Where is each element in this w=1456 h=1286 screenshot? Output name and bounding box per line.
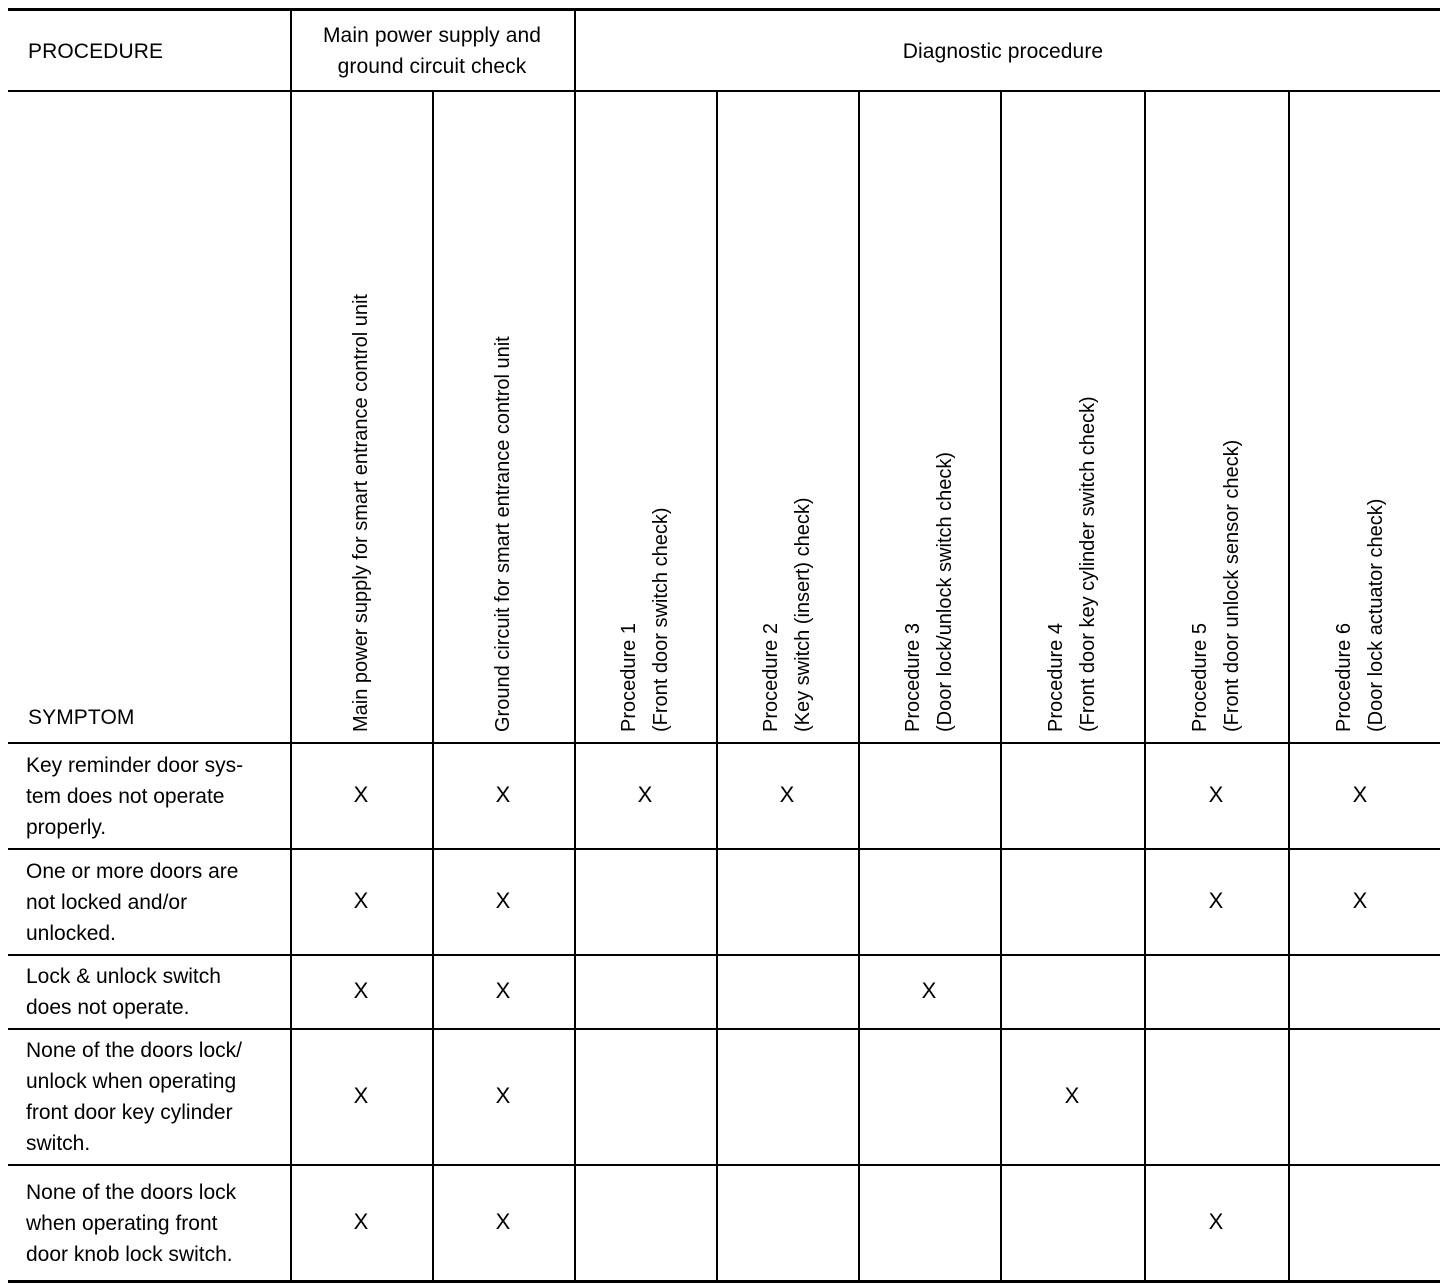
main-power-group-header [290,20,574,82]
column-header-line: (Front door key cylinder switch check) [1077,396,1099,732]
column-header-line: Procedure 5 [1189,623,1211,732]
column-header-line: (Door lock/unlock switch check) [934,451,956,732]
main-power-group-line-2: ground circuit check [337,55,527,78]
check-mark: X [353,888,369,913]
check-mark: X [495,1083,511,1108]
check-mark: X [353,782,369,807]
column-header-line: Ground circuit for smart entrance control unit [492,336,514,732]
column-header-1 [345,294,377,732]
check-mark: X [1208,1209,1224,1234]
column-header-5 [897,452,961,732]
symptom-line: properly. [26,815,107,839]
column-divider [858,90,860,1280]
column-header-line: Main power supply for smart entrance control unit [350,294,372,732]
column-divider [1288,90,1290,1280]
symptom-line: Lock & unlock switch [26,965,221,988]
row-divider-rule [8,1028,1440,1030]
symptom-cell [26,1177,236,1270]
symptom-line: None of the doors lock/ [26,1039,242,1062]
row-divider-rule [8,848,1440,850]
symptom-line: One or more doors are [26,859,239,883]
symptom-line: Key reminder door sys- [26,753,244,777]
symptom-column-divider [290,8,292,1280]
check-mark: X [1064,1083,1080,1108]
column-header-2 [487,336,519,732]
symptom-line: front door key cylinder [26,1101,233,1124]
procedure-header: PROCEDURE [28,40,164,63]
symptom-line: not locked and/or [26,890,188,914]
check-mark: X [495,1209,511,1234]
symptom-line: does not operate. [26,996,190,1019]
column-header-6 [1040,396,1104,732]
symptom-line: switch. [26,1132,91,1155]
column-header-line: Procedure 1 [618,623,640,732]
row-divider-rule [8,1164,1440,1166]
column-header-line: Procedure 6 [1333,623,1355,732]
diagnostic-group-header: Diagnostic procedure [902,40,1104,63]
column-divider [432,90,434,1280]
symptom-cell [26,750,243,843]
bottom-rule [8,1280,1440,1283]
column-header-4 [755,498,819,733]
symptom-line: door knob lock switch. [26,1242,233,1266]
check-mark: X [495,888,511,913]
group-divider [574,8,576,1280]
header-divider-rule [8,90,1440,92]
symptom-line: unlock when operating [26,1070,237,1093]
column-header-line: (Door lock actuator check) [1365,498,1387,732]
symptom-procedure-table [8,8,1440,1280]
check-mark: X [353,978,369,1003]
symptom-line: unlocked. [26,921,116,945]
column-header-line: Procedure 2 [760,623,782,732]
check-mark: X [637,782,653,807]
column-header-7 [1184,440,1248,732]
row-divider-rule [8,742,1440,744]
column-header-8 [1328,499,1392,732]
symptom-header: SYMPTOM [28,706,135,729]
column-header-line: (Front door unlock sensor check) [1221,439,1243,732]
symptom-cell [26,961,221,1023]
check-mark: X [1208,888,1224,913]
main-power-group-line-1: Main power supply and [322,24,542,47]
column-divider [1144,90,1146,1280]
column-header-line: (Front door switch check) [650,507,672,732]
check-mark: X [353,1083,369,1108]
symptom-line: when operating front [26,1211,218,1235]
column-header-line: Procedure 3 [902,623,924,732]
row-divider-rule [8,954,1440,956]
check-mark: X [1352,888,1368,913]
check-mark: X [779,782,795,807]
symptom-line: tem does not operate [26,784,225,808]
symptom-cell [26,856,238,949]
column-header-line: (Key switch (insert) check) [792,497,814,732]
column-header-line: Procedure 4 [1045,623,1067,732]
check-mark: X [1208,782,1224,807]
column-header-3 [613,507,677,732]
symptom-line: None of the doors lock [26,1180,237,1204]
check-mark: X [495,782,511,807]
check-mark: X [921,978,937,1003]
top-rule [8,8,1440,11]
column-divider [716,90,718,1280]
check-mark: X [495,978,511,1003]
check-mark: X [353,1209,369,1234]
column-divider [1000,90,1002,1280]
check-mark: X [1352,782,1368,807]
symptom-cell [26,1035,242,1159]
